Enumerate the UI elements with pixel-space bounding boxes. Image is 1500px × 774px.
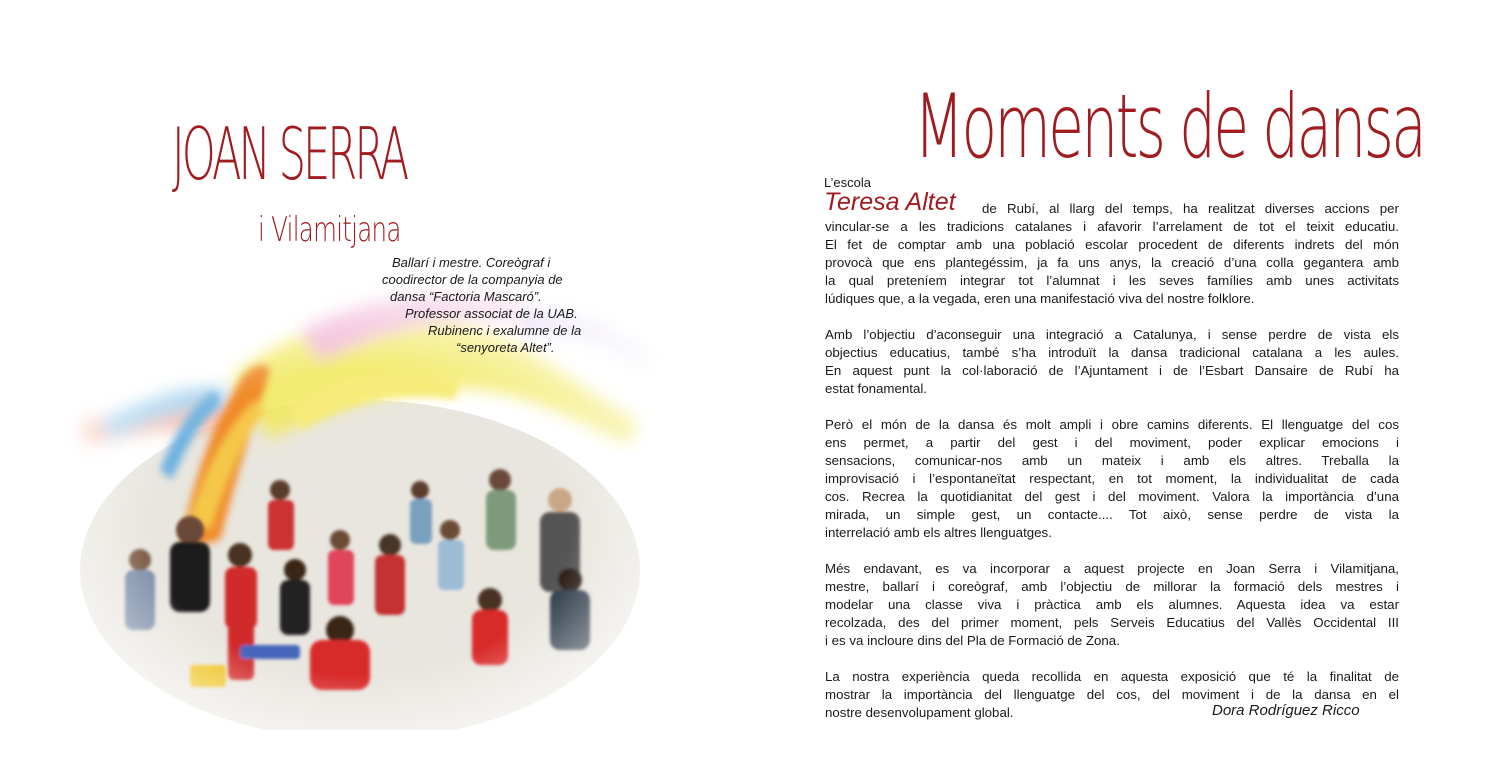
paragraph <box>825 560 1399 650</box>
text-line: interrelació amb els altres llenguatges. <box>825 525 1052 540</box>
paragraph <box>825 326 1399 398</box>
paragraph <box>825 200 1399 308</box>
text-line: i es va incloure dins del Pla de Formació de Zona. <box>825 633 1120 648</box>
text-line: Però el món de la dansa és molt ampli i obre camins diferents. El llenguatge del cos <box>825 417 1399 432</box>
text-line: Amb l’objectiu d’aconseguir una integració a Catalunya, i sense perdre de vista els <box>825 327 1399 342</box>
bio-line: “senyoreta Altet”. <box>456 340 555 355</box>
text-line: nostre desenvolupament global. <box>825 705 1014 720</box>
author-signature: Dora Rodríguez Ricco <box>1212 702 1360 719</box>
text-line: lúdiques que, a la vegada, eren una manifestació viva del nostre folklore. <box>825 291 1255 306</box>
page-title: Moments de dansa <box>914 75 1425 178</box>
text-line: El fet de comptar amb una població escolar procedent de diferents indrets del món <box>825 237 1399 252</box>
article-body <box>825 200 1399 740</box>
text-line: mestre, ballarí i coreògraf, amb l’objectiu de millorar la formació dels mestres i <box>825 579 1399 594</box>
right-page <box>750 0 1500 774</box>
text-line: cos. Recrea la quotidianitat del gest i del moviment. Valora la importància d’una <box>825 489 1399 504</box>
bio-line: Professor associat de la UAB. <box>405 306 578 321</box>
text-line: sensacions, comunicar-nos amb un mateix i amb els altres. Treballa la <box>825 453 1399 468</box>
text-line: vincular-se a les tradicions catalanes i afavorir l’arrelament de tot el teixit educatiu. <box>825 219 1399 234</box>
text-line: recolzada, des del primer moment, pels Serveis Educatius del Vallès Occidental III <box>825 615 1399 630</box>
text-line: la qual preteníem integrar tot l’alumnat i les seves famílies amb unes activitats <box>825 273 1399 288</box>
paragraph <box>825 416 1399 542</box>
text-line: ens permet, a partir del gest i del moviment, poder explicar emocions i <box>825 435 1399 450</box>
author-bio <box>370 254 620 356</box>
text-line: improvisació i l’espontaneïtat respectant, en tot moment, la individualitat de cada <box>825 471 1399 486</box>
bio-line: dansa “Factoria Mascaró”. <box>390 289 542 304</box>
text-line: En aquest punt la col·laboració de l’Ajuntament i de l’Esbart Dansaire de Rubí ha <box>825 363 1399 378</box>
text-line: estat fonamental. <box>825 381 928 396</box>
text-line: mostrar la importància del llenguatge del cos, del moviment i de la dansa en el <box>825 687 1399 702</box>
school-name: Teresa Altet <box>824 188 956 216</box>
author-name-subtitle: i Vilamitjana <box>258 210 401 250</box>
text-line: mirada, un simple gest, un contacte.... Tot això, sense perdre de vista la <box>825 507 1399 522</box>
text-line: modelar una classe viva i pràctica amb els alumnes. Aquesta idea va estar <box>825 597 1399 612</box>
text-line: de Rubí, al llarg del temps, ha realitzat diverses accions per <box>982 201 1399 216</box>
text-line: Més endavant, es va incorporar a aquest projecte en Joan Serra i Vilamitjana, <box>825 561 1399 576</box>
bio-line: Ballarí i mestre. Coreògraf i <box>392 255 551 270</box>
text-line: provocà que ens plantegéssim, ja fa uns anys, la creació d’una colla gegantera amb <box>825 255 1399 270</box>
text-line: objectius educatius, també s’ha introduït la dansa tradicional catalana a les aules. <box>825 345 1399 360</box>
bio-line: coodirector de la companyia de <box>382 272 563 287</box>
author-name-title: JOAN SERRA <box>172 112 407 196</box>
text-line: La nostra experiència queda recollida en aquesta exposició que té la finalitat de <box>825 669 1399 684</box>
school-prefix: L’escola <box>824 175 871 190</box>
bio-line: Rubinenc i exalumne de la <box>428 323 582 338</box>
